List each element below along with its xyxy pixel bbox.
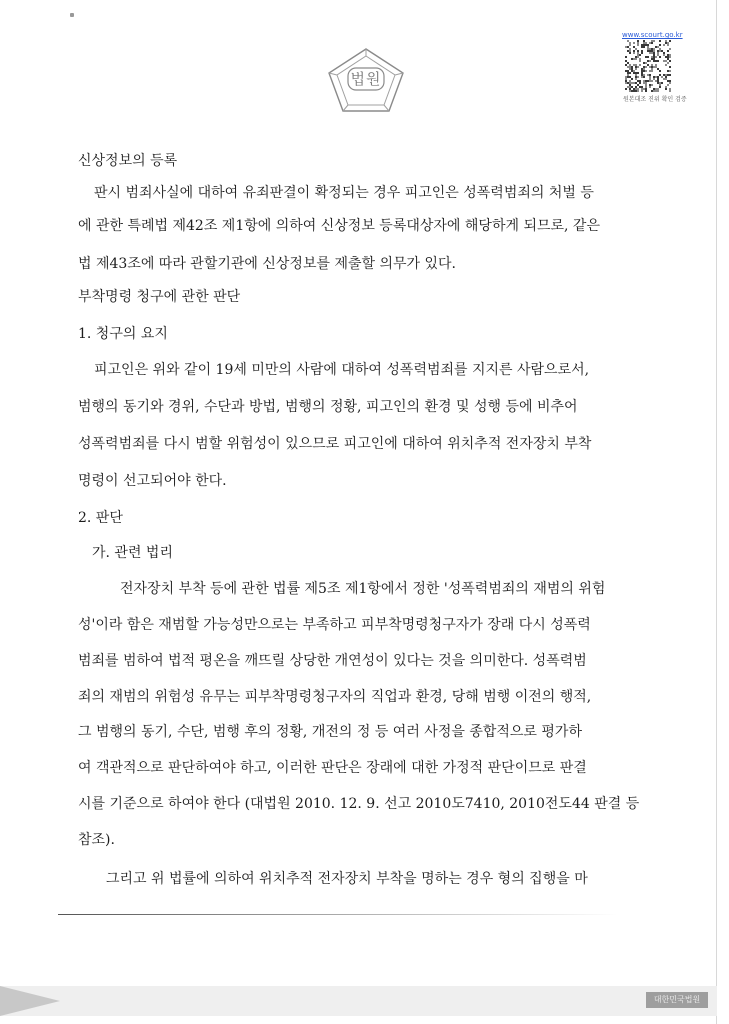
text-line: 피고인은 위와 같이 19세 미만의 사람에 대하여 성폭력범죄를 지지른 사람으로서, [94, 362, 590, 378]
subsection-heading: 가. 관련 법리 [92, 545, 173, 561]
footer-divider [58, 914, 618, 915]
text-line: 범행의 동기와 경위, 수단과 방법, 범행의 정황, 피고인의 환경 및 성행 등에 비추어 [78, 399, 578, 415]
text-line: 명령이 선고되어야 한다. [78, 473, 227, 489]
court-seal-icon [326, 46, 406, 114]
seal-text: 법원 [350, 70, 382, 88]
verification-url[interactable]: www.scourt.go.kr [622, 31, 683, 39]
page-edge [716, 0, 717, 1024]
text-line: 범죄를 범하여 법적 평온을 깨뜨릴 상당한 개연성이 있다는 것을 의미한다. 성폭력범 [78, 653, 587, 669]
footer-court-stamp: 대한민국법원 [646, 992, 708, 1008]
subsection-heading: 2. 판단 [78, 510, 123, 526]
text-line: 그리고 위 법률에 의하여 위치추적 전자장치 부착을 명하는 경우 형의 집행을 마 [106, 871, 588, 887]
text-line: 판시 범죄사실에 대하여 유죄판결이 확정되는 경우 피고인은 성폭력범죄의 처벌 등 [94, 185, 594, 201]
section-heading: 신상정보의 등록 [78, 153, 178, 169]
text-line: 죄의 재범의 위험성 유무는 피부착명령청구자의 직업과 환경, 당해 범행 이전의 행적, [78, 689, 592, 705]
verification-qr [620, 31, 687, 107]
text-line: 참조). [78, 832, 115, 848]
scan-speck [70, 13, 74, 17]
section-heading: 부착명령 청구에 관한 판단 [78, 289, 241, 305]
text-line: 법 제43조에 따라 관할기관에 신상정보를 제출할 의무가 있다. [78, 256, 456, 272]
footer-bar [0, 986, 717, 1016]
text-line: 에 관한 특례법 제42조 제1항에 의하여 신상정보 등록대상자에 해당하게 되므로, 같은 [78, 218, 600, 234]
text-line: 여 객관적으로 판단하여야 하고, 이러한 판단은 장래에 대한 가정적 판단이므로 판결 [78, 760, 587, 776]
text-line: 전자장치 부착 등에 관한 법률 제5조 제1항에서 정한 '성폭력범죄의 재범의 위험 [120, 581, 606, 597]
text-line: 그 범행의 동기, 수단, 범행 후의 정황, 개전의 정 등 여러 사정을 종합적으로 평가하 [78, 724, 582, 740]
text-line: 성'이라 함은 재범할 가능성만으로는 부족하고 피부착명령청구자가 장래 다시 성폭력 [78, 617, 591, 633]
text-line: 성폭력범죄를 다시 범할 위험성이 있으므로 피고인에 대하여 위치추적 전자장치 부착 [78, 436, 592, 452]
subsection-heading: 1. 청구의 요지 [78, 326, 168, 342]
footer-corner-mark [0, 986, 60, 1016]
qr-code-icon [625, 40, 671, 92]
text-line: 시를 기준으로 하여야 한다 (대법원 2010. 12. 9. 선고 2010도7410, 2010전도44 판결 등 [78, 796, 640, 812]
qr-caption: 원본대조 진위 확인 검증 [623, 96, 687, 103]
